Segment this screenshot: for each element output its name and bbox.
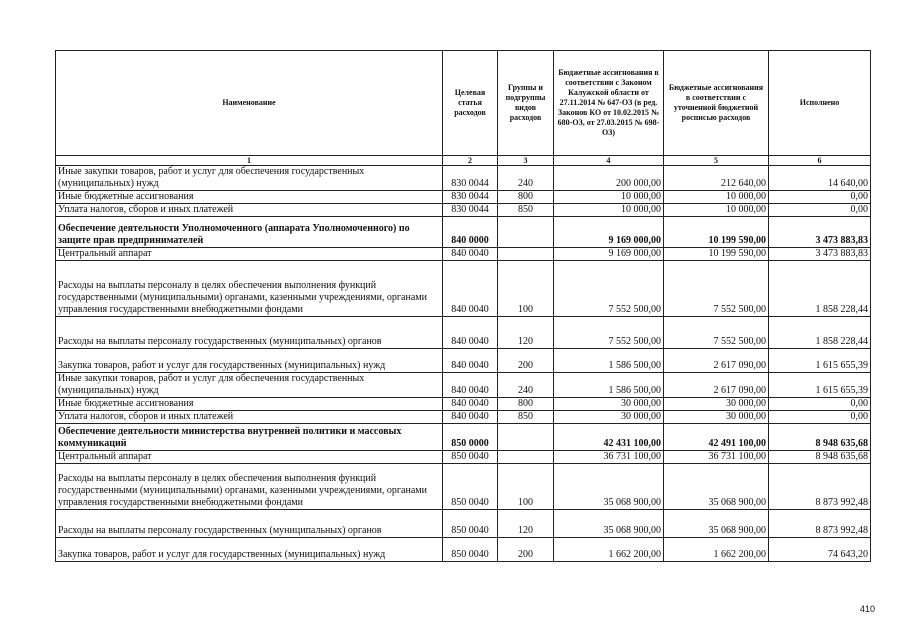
table-row [56, 261, 871, 317]
row-budget-law: 42 431 100,00 [554, 424, 664, 451]
row-budget-law: 35 068 900,00 [554, 464, 664, 510]
row-group: 800 [498, 191, 554, 204]
row-budget-refined: 2 617 090,00 [664, 373, 769, 398]
row-budget-law: 1 586 500,00 [554, 349, 664, 373]
row-executed: 0,00 [769, 204, 871, 217]
row-group: 100 [498, 464, 554, 510]
row-group [498, 217, 554, 248]
row-budget-refined: 7 552 500,00 [664, 261, 769, 317]
header-code: Целевая статья расходов [443, 51, 498, 156]
table-row [56, 510, 871, 538]
row-budget-refined: 36 731 100,00 [664, 451, 769, 464]
row-executed: 0,00 [769, 398, 871, 411]
row-code: 840 0040 [443, 317, 498, 349]
row-name: Иные закупки товаров, работ и услуг для обеспечения государственных (муниципальных) нужд [56, 373, 443, 398]
row-group: 800 [498, 398, 554, 411]
row-group: 240 [498, 166, 554, 191]
row-name: Закупка товаров, работ и услуг для государственных (муниципальных) нужд [56, 349, 443, 373]
table-row [56, 464, 871, 510]
row-executed: 8 873 992,48 [769, 464, 871, 510]
table-row [56, 317, 871, 349]
row-budget-refined: 42 491 100,00 [664, 424, 769, 451]
row-name: Закупка товаров, работ и услуг для государственных (муниципальных) нужд [56, 538, 443, 562]
row-name: Центральный аппарат [56, 248, 443, 261]
page-number: 410 [859, 604, 875, 614]
row-group [498, 451, 554, 464]
row-executed: 1 615 655,39 [769, 349, 871, 373]
row-budget-law: 30 000,00 [554, 398, 664, 411]
row-name: Расходы на выплаты персоналу в целях обеспечения выполнения функций государственными (муниципальными) органами, казенными учреждениями, органами управления государственными внебюджетными фондами [56, 464, 443, 510]
table-row [56, 411, 871, 424]
row-name: Расходы на выплаты персоналу в целях обеспечения выполнения функций государственными (муниципальными) органами, казенными учреждениями, органами управления государственными внебюджетными фондами [56, 261, 443, 317]
table-row [56, 166, 871, 191]
row-executed: 3 473 883,83 [769, 248, 871, 261]
row-executed: 74 643,20 [769, 538, 871, 562]
row-budget-law: 10 000,00 [554, 204, 664, 217]
row-executed: 1 615 655,39 [769, 373, 871, 398]
row-executed: 8 948 635,68 [769, 451, 871, 464]
table-row [56, 191, 871, 204]
row-group [498, 424, 554, 451]
row-budget-refined: 30 000,00 [664, 398, 769, 411]
col-number: 2 [443, 156, 498, 166]
row-code: 840 0040 [443, 398, 498, 411]
row-budget-refined: 30 000,00 [664, 411, 769, 424]
table-row [56, 398, 871, 411]
row-budget-refined: 10 199 590,00 [664, 217, 769, 248]
row-budget-refined: 212 640,00 [664, 166, 769, 191]
budget-table-sheet [55, 50, 870, 562]
row-executed: 1 858 228,44 [769, 261, 871, 317]
table-row [56, 373, 871, 398]
row-budget-refined: 35 068 900,00 [664, 464, 769, 510]
row-name: Уплата налогов, сборов и иных платежей [56, 411, 443, 424]
row-name: Расходы на выплаты персоналу государственных (муниципальных) органов [56, 510, 443, 538]
table-row [56, 451, 871, 464]
row-name: Иные бюджетные ассигнования [56, 191, 443, 204]
row-group: 120 [498, 510, 554, 538]
row-executed: 1 858 228,44 [769, 317, 871, 349]
col-number: 1 [56, 156, 443, 166]
row-group: 200 [498, 349, 554, 373]
row-group: 100 [498, 261, 554, 317]
table-header-row [56, 51, 871, 156]
header-group: Группы и подгруппы видов расходов [498, 51, 554, 156]
row-code: 840 0040 [443, 349, 498, 373]
row-budget-law: 9 169 000,00 [554, 248, 664, 261]
row-code: 840 0040 [443, 411, 498, 424]
row-executed: 3 473 883,83 [769, 217, 871, 248]
row-executed: 0,00 [769, 411, 871, 424]
row-budget-refined: 10 000,00 [664, 204, 769, 217]
table-body [56, 166, 871, 562]
col-number: 4 [554, 156, 664, 166]
row-code: 840 0040 [443, 248, 498, 261]
col-number: 6 [769, 156, 871, 166]
row-executed: 0,00 [769, 191, 871, 204]
row-budget-refined: 35 068 900,00 [664, 510, 769, 538]
row-budget-law: 1 662 200,00 [554, 538, 664, 562]
row-budget-refined: 10 000,00 [664, 191, 769, 204]
row-budget-law: 9 169 000,00 [554, 217, 664, 248]
row-budget-law: 35 068 900,00 [554, 510, 664, 538]
row-budget-law: 10 000,00 [554, 191, 664, 204]
row-budget-law: 200 000,00 [554, 166, 664, 191]
header-budget-refined: Бюджетные ассигнования в соответствии с уточненной бюджетной росписью расходов [664, 51, 769, 156]
row-name: Иные бюджетные ассигнования [56, 398, 443, 411]
row-budget-law: 7 552 500,00 [554, 317, 664, 349]
row-budget-law: 30 000,00 [554, 411, 664, 424]
row-code: 830 0044 [443, 204, 498, 217]
budget-table [55, 50, 871, 562]
row-group: 120 [498, 317, 554, 349]
row-group: 240 [498, 373, 554, 398]
row-code: 850 0040 [443, 451, 498, 464]
row-budget-law: 36 731 100,00 [554, 451, 664, 464]
row-budget-refined: 1 662 200,00 [664, 538, 769, 562]
table-row [56, 424, 871, 451]
row-code: 830 0044 [443, 166, 498, 191]
row-code: 850 0040 [443, 510, 498, 538]
col-number: 3 [498, 156, 554, 166]
row-group: 200 [498, 538, 554, 562]
row-executed: 8 948 635,68 [769, 424, 871, 451]
row-budget-refined: 10 199 590,00 [664, 248, 769, 261]
row-code: 840 0040 [443, 373, 498, 398]
row-budget-law: 1 586 500,00 [554, 373, 664, 398]
row-executed: 8 873 992,48 [769, 510, 871, 538]
row-code: 830 0044 [443, 191, 498, 204]
row-name: Обеспечение деятельности Уполномоченного (аппарата Уполномоченного) по защите прав предпринимателей [56, 217, 443, 248]
table-row [56, 217, 871, 248]
column-number-row [56, 156, 871, 166]
row-executed: 14 640,00 [769, 166, 871, 191]
row-group [498, 248, 554, 261]
row-name: Обеспечение деятельности министерства внутренней политики и массовых коммуникаций [56, 424, 443, 451]
table-row [56, 538, 871, 562]
header-name: Наименование [56, 51, 443, 156]
row-group: 850 [498, 411, 554, 424]
table-row [56, 349, 871, 373]
row-name: Иные закупки товаров, работ и услуг для обеспечения государственных (муниципальных) нужд [56, 166, 443, 191]
row-name: Уплата налогов, сборов и иных платежей [56, 204, 443, 217]
row-code: 850 0040 [443, 538, 498, 562]
row-name: Расходы на выплаты персоналу государственных (муниципальных) органов [56, 317, 443, 349]
header-executed: Исполнено [769, 51, 871, 156]
col-number: 5 [664, 156, 769, 166]
row-budget-refined: 7 552 500,00 [664, 317, 769, 349]
row-budget-law: 7 552 500,00 [554, 261, 664, 317]
row-code: 850 0000 [443, 424, 498, 451]
row-budget-refined: 2 617 090,00 [664, 349, 769, 373]
header-budget-law: Бюджетные ассигнования в соответствии с Законом Калужской области от 27.11.2014 № 647-ОЗ (в ред. Законов КО от 10.02.2015 № 680-ОЗ, от 27.03.2015 № 698-ОЗ) [554, 51, 664, 156]
row-code: 850 0040 [443, 464, 498, 510]
row-code: 840 0000 [443, 217, 498, 248]
row-code: 840 0040 [443, 261, 498, 317]
table-row [56, 204, 871, 217]
table-row [56, 248, 871, 261]
row-name: Центральный аппарат [56, 451, 443, 464]
row-group: 850 [498, 204, 554, 217]
